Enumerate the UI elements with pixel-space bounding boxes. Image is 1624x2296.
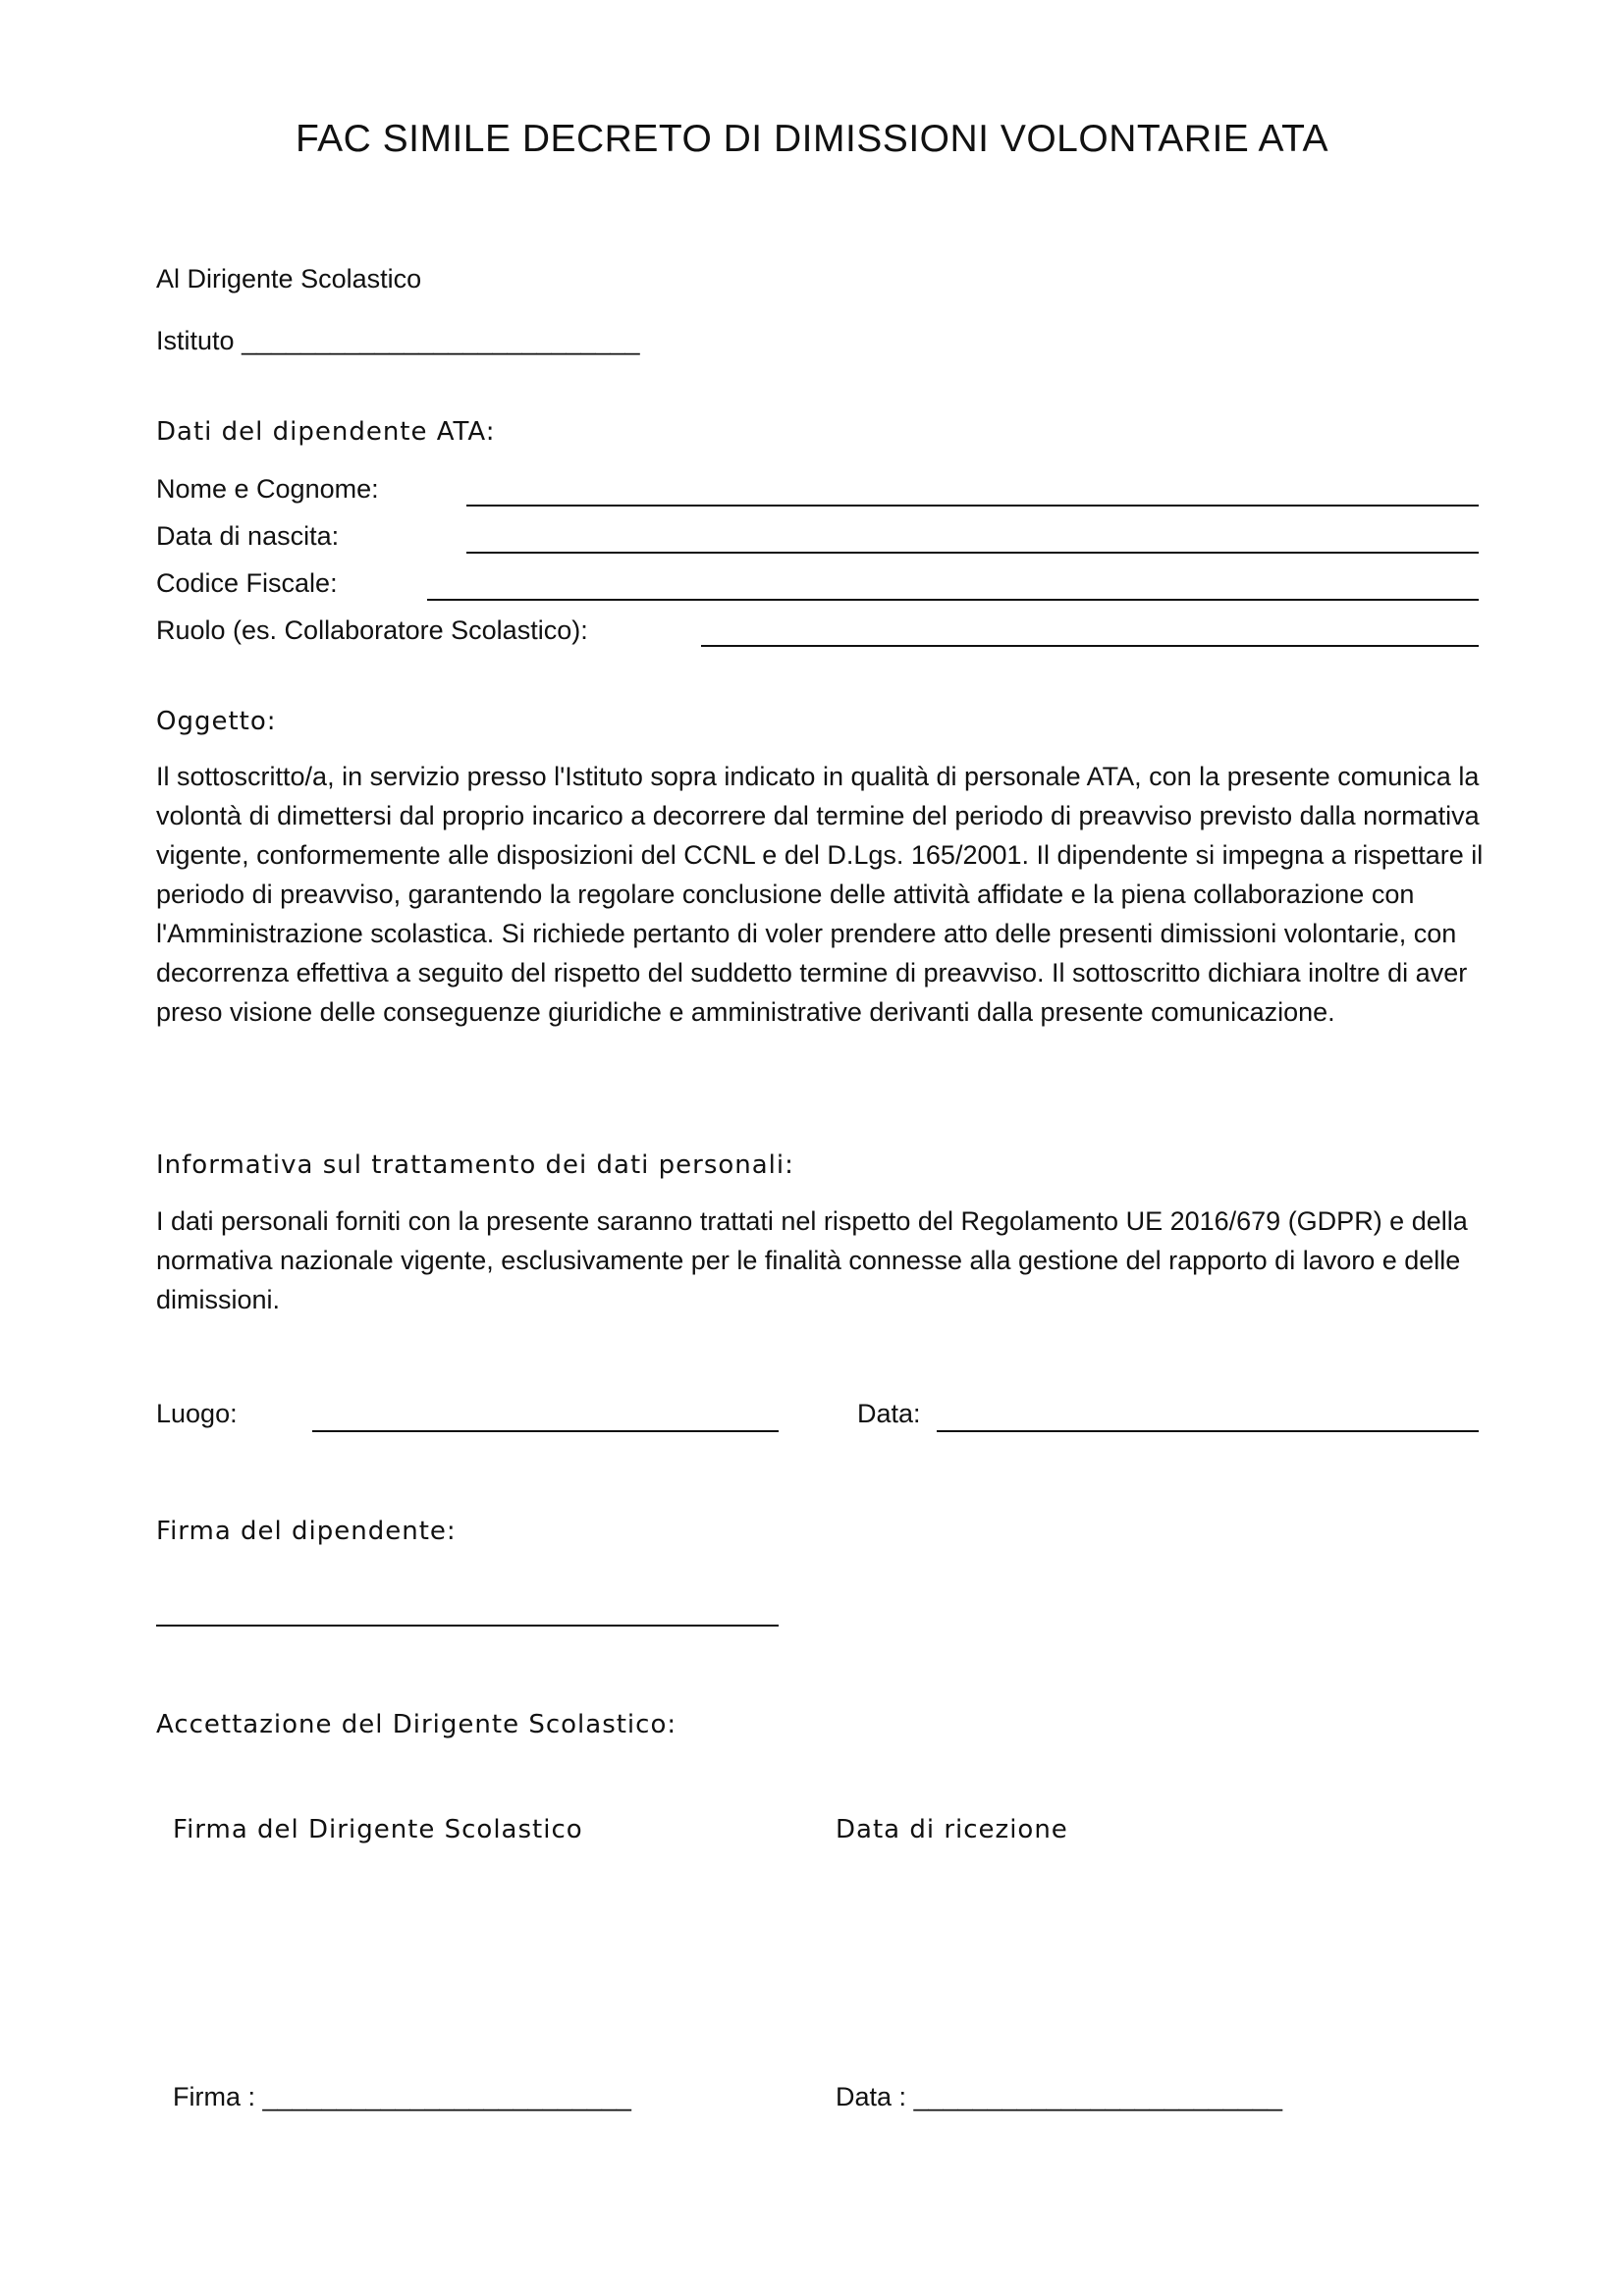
date-line[interactable]: [937, 1430, 1479, 1432]
receipt-date-heading: Data di ricezione: [836, 1815, 1068, 1844]
field-label-name: Nome e Cognome:: [156, 474, 379, 504]
addressee: Al Dirigente Scolastico: [156, 264, 422, 294]
acceptance-heading: Accettazione del Dirigente Scolastico:: [156, 1710, 677, 1739]
employee-signature-line[interactable]: [156, 1625, 779, 1627]
receipt-date-blank[interactable]: _________________________: [913, 2082, 1282, 2111]
privacy-body: I dati personali forniti con la presente saranno trattati nel rispetto del Regolamento UE 2016/679 (GDPR) e della normativa nazionale vigente, esclusivamente per le finalità connesse alla gestione del rapporto di lavoro e delle dimissioni.: [156, 1206, 1468, 1314]
field-line-tax-code[interactable]: [427, 599, 1479, 601]
institute-blank[interactable]: ___________________________: [242, 326, 640, 355]
date-label: Data:: [857, 1399, 921, 1428]
receipt-date-line[interactable]: [836, 2081, 1282, 2112]
principal-signature-blank[interactable]: _________________________: [262, 2082, 631, 2111]
field-label-tax-code: Codice Fiscale:: [156, 568, 338, 598]
employee-section-heading: Dati del dipendente ATA:: [156, 417, 496, 447]
field-line-name[interactable]: [466, 505, 1479, 507]
principal-signature-label: Firma :: [173, 2082, 255, 2111]
page-title: FAC SIMILE DECRETO DI DIMISSIONI VOLONTARIE ATA: [295, 118, 1329, 160]
field-label-birthdate: Data di nascita:: [156, 521, 340, 551]
subject-body: Il sottoscritto/a, in servizio presso l'Istituto sopra indicato in qualità di personale ATA, con la presente comunica la volontà di dimettersi dal proprio incarico a decorrere dal termine del periodo di preavviso previsto dalla normativa vigente, conformemente alle disposizioni del CCNL e del D.Lgs. 165/2001. Il dipendente si impegna a rispettare il periodo di preavviso, garantendo la regolare conclusione delle attività affidate e la piena collaborazione con l'Amministrazione scolastica. Si richiede pertanto di voler prendere atto delle presenti dimissioni volontarie, con decorrenza effettiva a seguito del rispetto del suddetto termine di preavviso. Il sottoscritto dichiara inoltre di aver preso visione delle conseguenze giuridiche e amministrative derivanti dalla presente comunicazione.: [156, 762, 1484, 1027]
field-line-birthdate[interactable]: [466, 552, 1479, 554]
subject-heading: Oggetto:: [156, 707, 277, 736]
field-label-role: Ruolo (es. Collaboratore Scolastico):: [156, 615, 588, 645]
field-line-role[interactable]: [701, 645, 1479, 647]
place-line[interactable]: [312, 1430, 779, 1432]
place-label: Luogo:: [156, 1399, 238, 1428]
institute-line: [156, 325, 640, 356]
privacy-heading: Informativa sul trattamento dei dati personali:: [156, 1150, 794, 1180]
institute-label: Istituto: [156, 326, 235, 355]
receipt-date-label: Data :: [836, 2082, 907, 2111]
principal-signature-heading: Firma del Dirigente Scolastico: [173, 1815, 583, 1844]
principal-signature-line[interactable]: [173, 2081, 631, 2112]
employee-signature-label: Firma del dipendente:: [156, 1517, 457, 1546]
